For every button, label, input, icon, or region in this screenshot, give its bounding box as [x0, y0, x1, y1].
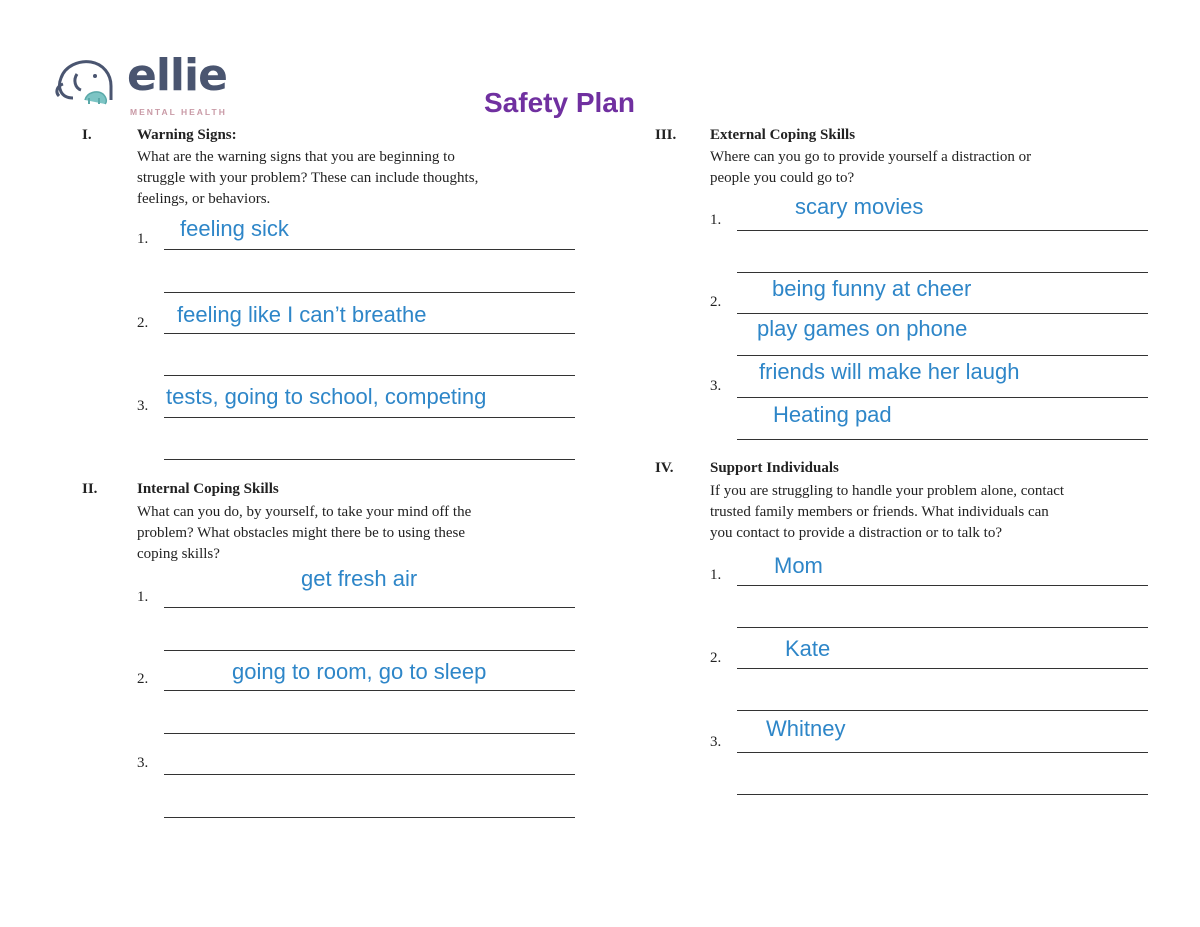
s4-item-2-number: 2.: [710, 650, 722, 666]
answer-line: [164, 417, 575, 418]
s1-item-1-number: 1.: [137, 231, 149, 247]
page-title: Safety Plan: [484, 87, 635, 118]
answer-line: [737, 272, 1148, 273]
s2-item-2-number: 2.: [137, 671, 149, 687]
answer-line: [737, 752, 1148, 753]
s4-item-1-answer[interactable]: Mom: [774, 553, 823, 578]
answer-line: [164, 733, 575, 734]
s2-item-1-number: 1.: [137, 589, 149, 605]
answer-line: [737, 397, 1148, 398]
ellie-logo: [55, 52, 240, 118]
answer-line: [737, 355, 1148, 356]
s4-item-1-number: 1.: [710, 567, 722, 583]
answer-line: [164, 333, 575, 334]
s3-item-3-number: 3.: [710, 378, 722, 394]
answer-line: [164, 607, 575, 608]
section-4-heading: Support Individuals: [710, 460, 839, 476]
s3-item-3-answer-2[interactable]: Heating pad: [773, 402, 892, 427]
section-1-roman: I.: [82, 127, 92, 143]
s2-item-3-number: 3.: [137, 755, 149, 771]
answer-line: [737, 794, 1148, 795]
s1-item-2-number: 2.: [137, 315, 149, 331]
section-1-description: What are the warning signs that you are beginning to struggle with your problem? These can include thoughts, feelings, or behaviors.: [137, 149, 479, 207]
s4-item-2-answer[interactable]: Kate: [785, 636, 831, 661]
s3-item-2-answer[interactable]: being funny at cheer: [772, 276, 972, 301]
s4-item-3-number: 3.: [710, 734, 722, 750]
s3-item-2-answer-2[interactable]: play games on phone: [757, 316, 968, 341]
s1-item-1-answer[interactable]: feeling sick: [180, 216, 289, 241]
section-1-heading: Warning Signs:: [137, 127, 237, 143]
section-4-roman: IV.: [655, 460, 674, 476]
answer-line: [737, 627, 1148, 628]
s1-item-3-number: 3.: [137, 398, 149, 414]
answer-line: [164, 650, 575, 651]
answer-line: [737, 439, 1148, 440]
logo-word: ellie: [127, 50, 227, 101]
section-3-roman: III.: [655, 127, 677, 143]
answer-line: [737, 585, 1148, 586]
s3-item-2-number: 2.: [710, 294, 722, 310]
section-4-description: If you are struggling to handle your problem alone, contact trusted family members or friends. What individuals can you contact to provide a distraction or to talk to?: [710, 483, 1065, 541]
logo-subtitle: MENTAL HEALTH: [130, 107, 227, 117]
answer-line: [737, 668, 1148, 669]
answer-line: [164, 249, 575, 250]
answer-line: [164, 817, 575, 818]
section-2-heading: Internal Coping Skills: [137, 481, 279, 497]
answer-line: [164, 375, 575, 376]
s1-item-2-answer[interactable]: feeling like I can’t breathe: [177, 302, 427, 327]
s3-item-1-answer[interactable]: scary movies: [795, 194, 924, 219]
answer-line: [737, 313, 1148, 314]
answer-line: [164, 690, 575, 691]
s3-item-1-number: 1.: [710, 212, 722, 228]
section-2-description: What can you do, by yourself, to take your mind off the problem? What obstacles might there be to using these coping skills?: [137, 504, 472, 562]
answer-line: [164, 774, 575, 775]
elephant-icon: [55, 54, 125, 110]
section-2-roman: II.: [82, 481, 98, 497]
section-3-heading: External Coping Skills: [710, 127, 856, 143]
answer-line: [164, 459, 575, 460]
section-3-description: Where can you go to provide yourself a distraction or people you could go to?: [710, 149, 1032, 186]
s4-item-3-answer[interactable]: Whitney: [766, 716, 846, 741]
answer-line: [737, 230, 1148, 231]
s2-item-1-answer[interactable]: get fresh air: [301, 566, 418, 591]
answer-line: [737, 710, 1148, 711]
answer-line: [164, 292, 575, 293]
s3-item-3-answer[interactable]: friends will make her laugh: [759, 359, 1020, 384]
s2-item-2-answer[interactable]: going to room, go to sleep: [232, 659, 487, 684]
s1-item-3-answer[interactable]: tests, going to school, competing: [166, 384, 487, 409]
